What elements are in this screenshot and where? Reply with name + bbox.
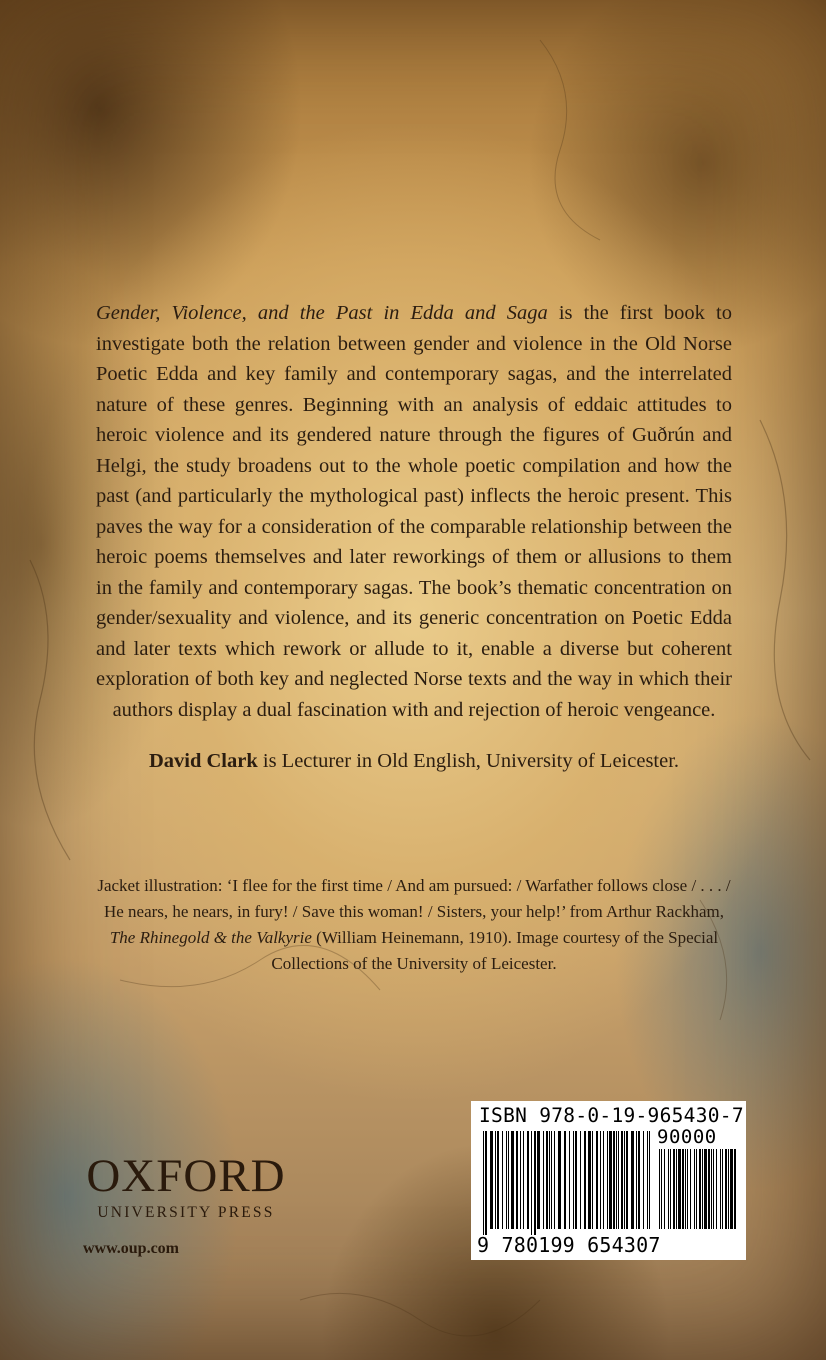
barcode-bar [575,1131,577,1229]
barcode-bar [609,1131,612,1229]
barcode-bar [720,1149,721,1229]
barcode-bar [702,1149,703,1229]
barcode-bar [520,1131,521,1229]
barcode-bar [527,1131,529,1229]
barcode-bar [573,1131,574,1229]
oxford-university-press-logo [82,1152,290,1222]
barcode-bar [704,1149,707,1229]
jacket-credit-text-after: (William Heinemann, 1910). Image courtesy of the Special Collections of the University of Leicester. [271,928,719,973]
barcode-bar [584,1131,586,1229]
barcode-bar [490,1131,493,1229]
book-title-italic: Gender, Violence, and the Past in Edda and Saga [96,302,548,324]
barcode-bar [676,1149,677,1229]
barcode-bar [685,1149,686,1229]
barcode-bar [596,1131,598,1229]
logo-main-text: OXFORD [86,1150,286,1202]
barcode-bar [626,1131,628,1229]
book-description-text: is the first book to investigate both the relation between gender and violence in the Old Norse Poetic Edda and key family and contemporary sagas, and the interrelated nature of these genres. Beginning with an analysis of eddaic attitudes to heroic violence and its gendered nature through the figures of Guðrún and Helgi, the study broadens out to the whole poetic compilation and how the past (and particularly the mythological past) inflects the heroic present. This paves the way for a consideration of the comparable relationship between the heroic poems themselves and later reworkings of them or allusions to them in the family and contemporary sagas. The book’s thematic concentration on gender/sexuality and violence, and its generic concentration on Poetic Edda and later texts which rework or allude to it, enable a diverse but coherent exploration of both key and neglected Norse texts and the way in which their authors display a dual fascination with and rejection of heroic vengeance. [96,302,732,721]
barcode-bar [607,1131,608,1229]
barcode-bar [711,1149,712,1229]
jacket-credit-book-title: The Rhinegold & the Valkyrie [109,928,312,947]
barcode-bar [696,1149,697,1229]
barcode-bar [687,1149,688,1229]
barcode-bar [592,1131,593,1229]
barcode-bar [708,1149,710,1229]
barcode-bar [516,1131,518,1229]
barcode-bar [546,1131,548,1229]
barcode-bar [722,1149,723,1229]
ean-digits: 9 780199 654307 [477,1233,661,1257]
logo-sub-text: UNIVERSITY PRESS [97,1204,275,1221]
barcode-bar [549,1131,550,1229]
barcode-bar [613,1131,615,1229]
barcode-bar [485,1131,487,1235]
barcode-bar [678,1149,681,1229]
barcode-bar [694,1149,695,1229]
barcode-bar [728,1149,729,1229]
barcode-bar [554,1131,555,1229]
barcode-bar [668,1149,669,1229]
barcode-bar [618,1131,619,1229]
barcode-bar [543,1131,544,1229]
barcode-bar [725,1149,727,1229]
barcode-bar [647,1131,648,1229]
barcode-bar [558,1131,561,1229]
jacket-illustration-credit [96,873,732,977]
barcode-bar [699,1149,701,1229]
barcode-bar [497,1131,499,1229]
barcode-bar [502,1131,503,1229]
barcode-bar [664,1149,665,1229]
barcode-bar [713,1149,714,1229]
barcode-bar [534,1131,536,1235]
isbn-label: ISBN 978-0-19-965430-7 [479,1104,744,1127]
barcode-bar [508,1131,509,1229]
barcode-bar [588,1131,591,1229]
barcode-bar [511,1131,514,1229]
barcode-bar [661,1149,662,1229]
barcode-bar [730,1149,733,1229]
book-description [96,298,732,725]
barcode-bar [621,1131,623,1229]
barcode-bar [483,1131,484,1235]
addon-barcode-bars [657,1149,739,1235]
author-bio-text: is Lecturer in Old English, University of Leicester. [257,750,680,772]
barcode-bar [531,1131,532,1235]
barcode-bar [603,1131,604,1229]
barcode-bar [638,1131,640,1229]
barcode-bar [537,1131,540,1229]
barcode-bar [624,1131,625,1229]
barcode-bar [716,1149,717,1229]
barcode-bar [631,1131,634,1229]
barcode-bar [636,1131,637,1229]
barcode-bar [734,1149,736,1229]
barcode-bar [495,1131,496,1229]
barcode-bar [670,1149,671,1229]
isbn-barcode [471,1101,746,1260]
barcode-bar [616,1131,617,1229]
barcode-bar [600,1131,601,1229]
barcode-bar [682,1149,684,1229]
barcode-bar [506,1131,507,1229]
barcode-bar [659,1149,660,1229]
jacket-credit-text-before: Jacket illustration: ‘I flee for the first time / And am pursued: / Warfather follows close / . . . / He nears, he nears, in fury! / Save this woman! / Sisters, your help!’ from Arthur Rackham, [97,876,731,921]
ean-barcode-bars [481,1131,653,1235]
barcode-bar [649,1131,650,1229]
barcode-bar [564,1131,566,1229]
barcode-bar [690,1149,691,1229]
barcode-bar [580,1131,581,1229]
publisher-website: www.oup.com [83,1240,180,1257]
barcode-bar [551,1131,552,1229]
barcode-bar [523,1131,524,1229]
author-bio [96,746,732,776]
barcode-bar [643,1131,644,1229]
author-name: David Clark [148,750,258,772]
barcode-bar [569,1131,570,1229]
barcode-bar [673,1149,675,1229]
price-code: 90000 [657,1126,717,1148]
